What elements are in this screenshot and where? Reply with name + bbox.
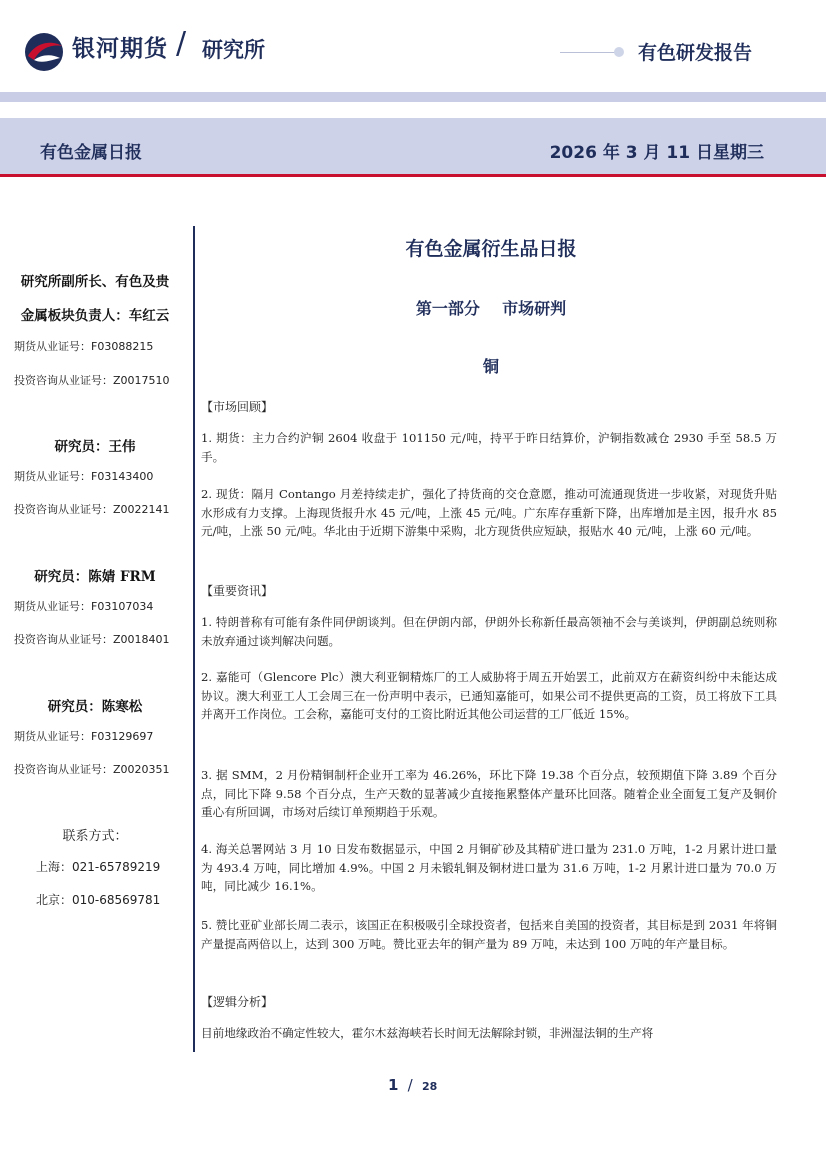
contact-beijing: 北京：010-68569781 bbox=[36, 893, 161, 907]
lead-advisory-cert: 投资咨询从业证号：Z0017510 bbox=[14, 374, 170, 387]
page-separator: / bbox=[407, 1076, 413, 1094]
brand-name: 银河期货 bbox=[72, 36, 168, 62]
analyst-advisory-cert: 投资咨询从业证号：Z0018401 bbox=[14, 633, 170, 646]
market-review-paragraph: 1. 期货：主力合约沪铜 2604 收盘于 101150 元/吨，持平于昨日结算价，沪铜指数减仓 2930 手至 58.5 万手。 bbox=[201, 431, 777, 464]
header-decoration-line bbox=[560, 52, 620, 53]
report-date: 2026 年 3 月 11 日星期三 bbox=[549, 143, 764, 163]
analyst-futures-cert: 期货从业证号：F03129697 bbox=[14, 730, 154, 743]
galaxy-logo-icon bbox=[22, 30, 66, 74]
current-page: 1 bbox=[388, 1076, 399, 1094]
news-paragraph: 2. 嘉能可（Glencore Plc）澳大利亚铜精炼厂的工人威胁将于周五开始罢工，此前双方在薪资纠纷中未能达成协议。澳大利亚工人工会周三在一份声明中表示，已通知嘉能可，如果公司不提供更高的工资，员工将放下工具并离开工作岗位。工会称，嘉能可支付的工资比附近其他公司运营的工厂低近 15%。 bbox=[201, 670, 777, 722]
institute-name: 研究所 bbox=[202, 38, 265, 62]
lead-futures-cert: 期货从业证号：F03088215 bbox=[14, 340, 154, 353]
analyst-name: 研究员：陈寒松 bbox=[47, 699, 143, 715]
title-bar-accent bbox=[0, 174, 826, 177]
news-paragraph: 4. 海关总署网站 3 月 10 日发布数据显示，中国 2 月铜矿砂及其精矿进口量为 231.0 万吨，1-2 月累计进口量为 493.4 万吨，同比增加 4.9%。中国 2 月未锻轧铜及铜材进口量为 31.6 万吨，1-2 月累计进口量为 70.0 万吨，同比减少 16.1%。 bbox=[201, 842, 777, 894]
news-label: 【重要资讯】 bbox=[201, 584, 274, 598]
market-review-paragraph: 2. 现货：隔月 Contango 月差持续走扩，强化了持货商的交仓意愿，推动可流通现货进一步收紧，对现货升贴水形成有力支撑。上海现货报升水 45 元/吨，上涨 45 元/吨。广东库存重新下降，出库增加是主因，报升水 85 元/吨，上涨 50 元/吨。华北由于近期下游集中采购，北方现货供应短缺，报贴水 40 元/吨，上涨 60 元/吨。 bbox=[201, 487, 777, 539]
lead-title-line2: 金属板块负责人：车红云 bbox=[20, 308, 170, 324]
analyst-name: 研究员：陈婧 FRM bbox=[34, 569, 156, 585]
analyst-name: 研究员：王伟 bbox=[54, 439, 136, 455]
header-divider bbox=[0, 92, 826, 102]
lead-title-line1: 研究所副所长、有色及贵 bbox=[20, 274, 170, 290]
logic-label: 【逻辑分析】 bbox=[201, 995, 274, 1009]
analyst-futures-cert: 期货从业证号：F03143400 bbox=[14, 470, 154, 483]
page-indicator bbox=[388, 1076, 437, 1094]
contact-shanghai: 上海：021-65789219 bbox=[36, 860, 161, 874]
metal-heading: 铜 bbox=[482, 357, 499, 376]
daily-report-title: 有色金属日报 bbox=[40, 143, 142, 163]
analyst-futures-cert: 期货从业证号：F03107034 bbox=[14, 600, 154, 613]
analyst-advisory-cert: 投资咨询从业证号：Z0022141 bbox=[14, 503, 170, 516]
header-decoration-dot bbox=[614, 47, 624, 57]
brand-divider: / bbox=[176, 26, 187, 61]
lead-analyst-title bbox=[0, 270, 190, 290]
contact-title: 联系方式： bbox=[62, 829, 128, 844]
analyst-advisory-cert: 投资咨询从业证号：Z0020351 bbox=[14, 763, 170, 776]
document-title: 有色金属衍生品日报 bbox=[405, 238, 577, 260]
logic-paragraph: 目前地缘政治不确定性较大，霍尔木兹海峡若长时间无法解除封锁，非洲湿法铜的生产将 bbox=[201, 1026, 654, 1040]
sidebar-divider bbox=[193, 226, 195, 1052]
news-paragraph: 3. 据 SMM，2 月份精铜制杆企业开工率为 46.26%，环比下降 19.38 个百分点，较预期值下降 3.89 个百分点，同比下降 9.58 个百分点，生产天数的显著减少直接拖累整体产量环比回落。随着企业全面复工复产及铜价重心有所回调，市场对后续订单预期趋于乐观。 bbox=[201, 768, 777, 820]
header-band bbox=[0, 0, 826, 98]
market-review-label: 【市场回顾】 bbox=[201, 400, 274, 414]
news-paragraph: 1. 特朗普称有可能有条件同伊朗谈判。但在伊朗内部，伊朗外长称新任最高领袖不会与美谈判，伊朗副总统则称未放弃通过谈判解决问题。 bbox=[201, 615, 777, 648]
news-paragraph: 5. 赞比亚矿业部长周二表示，该国正在积极吸引全球投资者，包括来自美国的投资者，其目标是到 2031 年将铜产量提高两倍以上，达到 300 万吨。赞比亚去年的铜产量为 89 万吨，未达到 100 万吨的年产量目标。 bbox=[201, 918, 777, 951]
total-pages: 28 bbox=[421, 1080, 438, 1093]
part-title: 第一部分 市场研判 bbox=[415, 299, 567, 318]
lead-analyst-title-2 bbox=[0, 304, 190, 324]
report-type: 有色研发报告 bbox=[638, 42, 753, 64]
